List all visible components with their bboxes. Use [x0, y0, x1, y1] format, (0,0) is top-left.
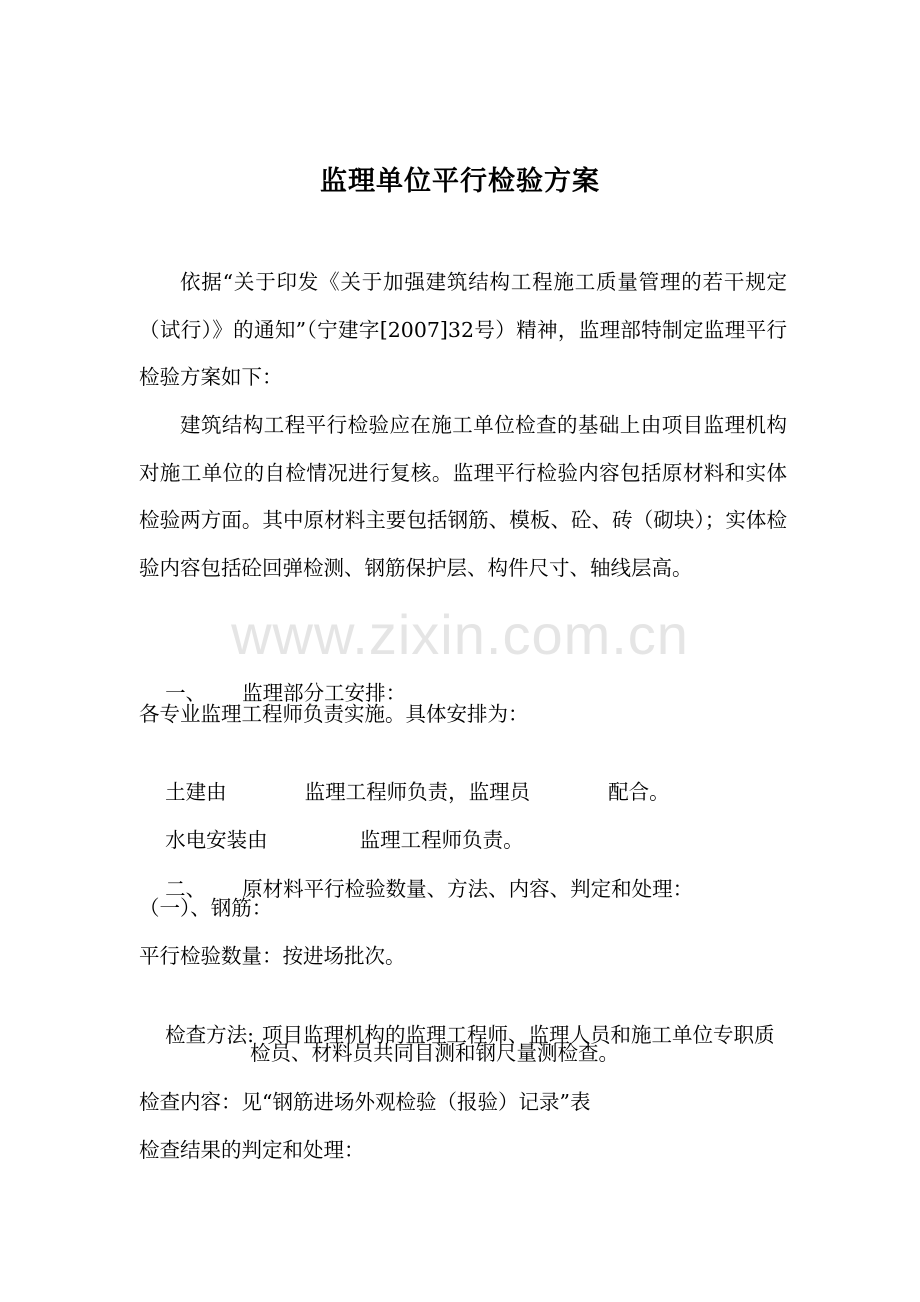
section-2-number: 二、 — [165, 877, 207, 901]
civil-middle: 监理工程师负责，监理员 — [304, 780, 531, 804]
section-1-number: 一、 — [165, 681, 207, 705]
section-2-title: 原材料平行检验数量、方法、内容、判定和处理： — [242, 877, 694, 901]
civil-suffix: 配合。 — [608, 780, 670, 804]
scope-paragraph: 建筑结构工程平行检验应在施工单位检查的基础上由项目监理机构对施工单位的自检情况进行复核。监理平行检验内容包括原材料和实体检验两方面。其中原材料主要包括钢筋、模板、砼、砖（砌块）；实体检验内容包括砼回弹检测、钢筋保护层、构件尺寸、轴线层高。 — [139, 413, 787, 580]
specialists-line: 各专业监理工程师负责实施。具体安排为： — [139, 702, 529, 726]
result-line: 检查结果的判定和处理： — [139, 1138, 365, 1162]
intro-paragraph: 依据“关于印发《关于加强建筑结构工程施工质量管理的若干规定（试行）》的通知”（宁建字[2007]32号）精神，监理部特制定监理平行检验方案如下： — [139, 270, 787, 389]
content-line: 检查内容：见“钢筋进场外观检验（报验）记录”表 — [139, 1090, 591, 1114]
method-line-2: 检员、材料员共同目测和钢尺量测检查。 — [250, 1041, 619, 1065]
document-title: 监理单位平行检验方案 — [320, 166, 600, 197]
subsection-rebar: （一）、钢筋： — [139, 896, 273, 920]
civil-prefix: 土建由 — [165, 780, 227, 804]
mep-suffix: 监理工程师负责。 — [359, 828, 524, 852]
quantity-line: 平行检验数量：按进场批次。 — [139, 944, 406, 968]
section-1-title: 监理部分工安排： — [242, 681, 407, 705]
watermark: www.zixin.com.cn — [231, 603, 689, 666]
method-text-1: 项目监理机构的监理工程师、监理人员和施工单位专职质 — [262, 1023, 775, 1047]
mep-prefix: 水电安装由 — [165, 828, 268, 852]
method-label: 检查方法: — [165, 1023, 254, 1047]
